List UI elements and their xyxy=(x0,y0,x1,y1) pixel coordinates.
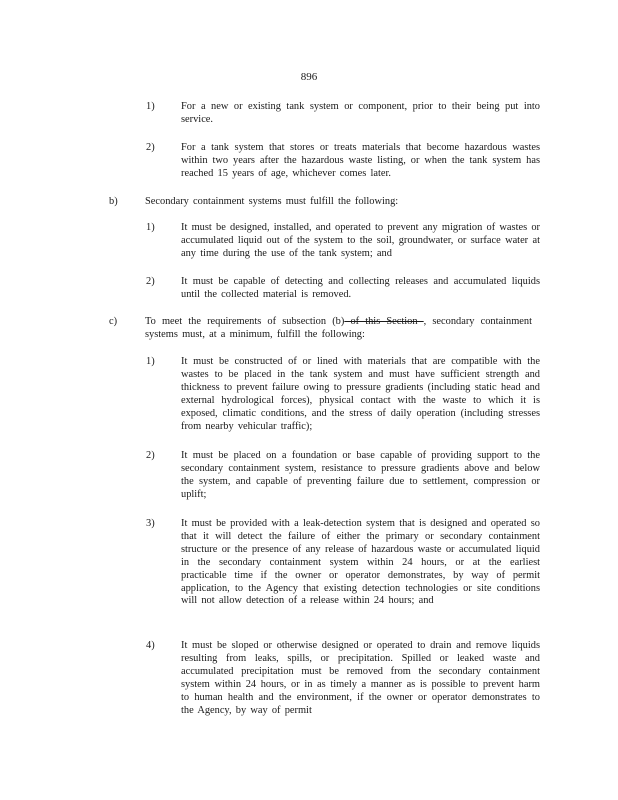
page-number: 896 xyxy=(300,71,318,83)
item-label: 2) xyxy=(146,276,155,287)
item-text: It must be capable of detecting and collecting releases and accumulated liquids until the collected material is removed. xyxy=(181,276,540,300)
item-text: For a tank system that stores or treats materials that become hazardous wastes within two years after the hazardous waste listing, or when the tank system has reached 15 years of age, whichever comes later. xyxy=(181,142,540,179)
item-text: It must be provided with a leak-detection system that is designed and operated so that it will detect the failure of either the primary or secondary containment structure or the presence of any release of hazardous waste or accumulated liquid in the secondary containment system within 24 hours, or at the earliest practicable time if the owner or operator demonstrates, by way of permit application, to the Agency that existing detection technologies or site conditions will not allow detection of a release within 24 hours; and xyxy=(181,518,540,607)
item-label: 1) xyxy=(146,101,155,112)
item-text: It must be placed on a foundation or base capable of providing support to the secondary containment system, resistance to pressure gradients above and below the system, and capable of preventing failure due to settlement, compression or uplift; xyxy=(181,450,540,500)
struck-text: of this Section xyxy=(344,316,424,327)
item-text: For a new or existing tank system or component, prior to their being put into service. xyxy=(181,101,540,125)
item-label: 3) xyxy=(146,518,155,529)
item-label: 2) xyxy=(146,450,155,461)
item-label: 2) xyxy=(146,142,155,153)
subsection-text-end: , secondary containment systems must, at a minimum, fulfill the following: xyxy=(145,316,532,340)
item-label: 1) xyxy=(146,356,155,367)
subsection-text xyxy=(145,316,532,342)
subsection-label: c) xyxy=(109,316,118,327)
item-label: 4) xyxy=(146,640,155,651)
subsection-text-start: To meet the requirements of subsection (b) xyxy=(145,316,345,327)
item-text: It must be designed, installed, and operated to prevent any migration of wastes or accumulated liquid out of the system to the soil, groundwater, or surface water at any time during the use of the tank system; and xyxy=(181,222,540,259)
item-text: It must be constructed of or lined with materials that are compatible with the wastes to be placed in the tank system and must have sufficient strength and thickness to prevent failure owing to pressure gradients (including static head and external hydrological forces), physical contact with the waste to which it is exposed, climatic conditions, and the stress of daily operation (including stresses from nearby vehicular traffic); xyxy=(181,356,540,432)
item-label: 1) xyxy=(146,222,155,233)
subsection-label: b) xyxy=(109,196,118,207)
subsection-text: Secondary containment systems must fulfill the following: xyxy=(145,196,399,207)
item-text: It must be sloped or otherwise designed or operated to drain and remove liquids resulting from leaks, spills, or precipitation. Spilled or leaked waste and accumulated precipitation must be removed from the secondary containment system within 24 hours, or in as timely a manner as is possible to prevent harm to human health and the environment, if the owner or operator demonstrates to the Agency, by way of permit xyxy=(181,640,540,716)
